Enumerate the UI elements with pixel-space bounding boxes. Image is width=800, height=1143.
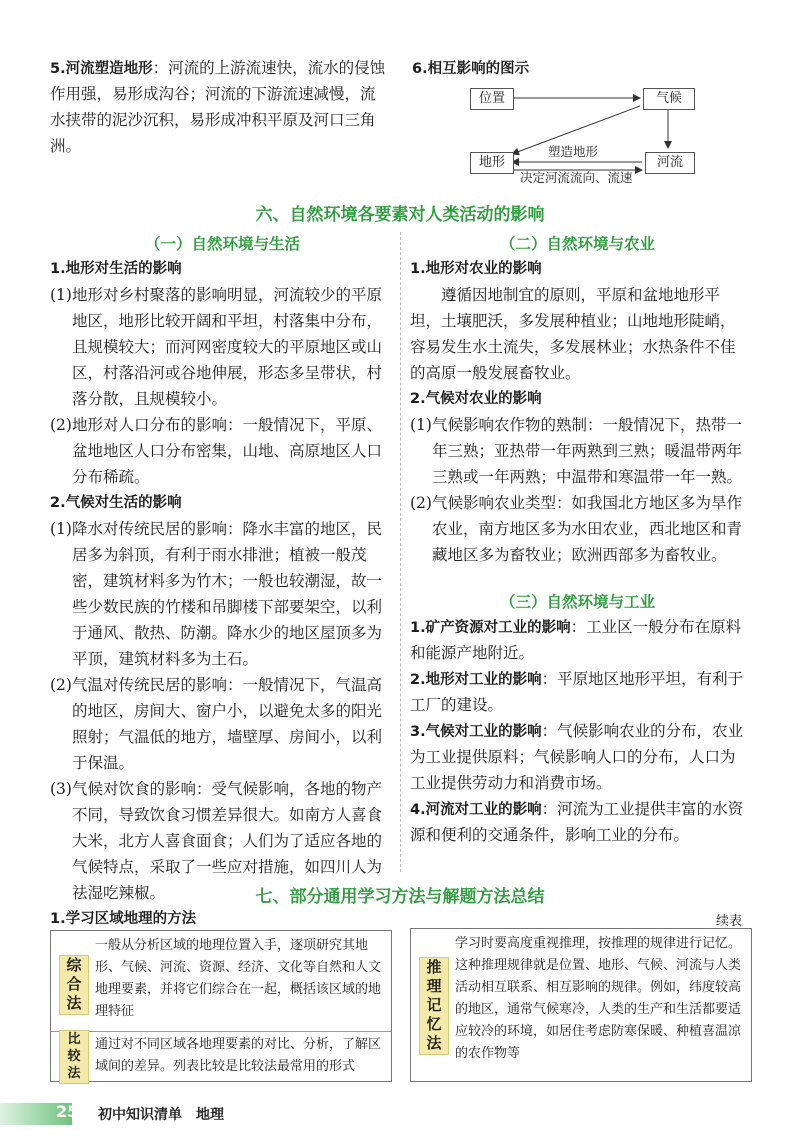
right-column-agri — [410, 258, 750, 568]
section6-title: 六、自然环境各要素对人类活动的影响 — [255, 205, 545, 225]
right-subtitle-agriculture: （二）自然环境与农业 — [499, 235, 655, 253]
industry-item-3: 3.气候对工业的影响：气候影响农业的分布，农业为工业提供原料；气候影响人口的分布，人口为工业提供劳动力和消费市场。 — [410, 722, 744, 792]
left-p3: (1) 降水对传统民居的影响：降水丰富的地区，民居多为斜顶，有利于雨水排泄；植被一般茂密，建筑材料多为竹木；一般也较潮湿，故一些少数民族的竹楼和吊脚楼下部要架空，以利于通风、散热、防潮。降水少的地区屋顶多为平顶，建筑材料多为土石。 — [50, 520, 383, 668]
continued-label: 续表 — [716, 914, 743, 929]
method-synthesis — [51, 931, 391, 1032]
industry-item-1: 1.矿产资源对工业的影响：工业区一般分布在原料和能源产地附近。 — [410, 618, 742, 662]
method-reasoning — [411, 929, 751, 1081]
left-p1: (1) 地形对乡村聚落的影响明显，河流较少的平原地区，地形比较开阔和平坦，村落集中分布，且规模较大；而河网密度较大的平原地区或山区，村落沿河或谷地伸展，形态多呈带状，村落分散，且规模较小。 — [50, 286, 383, 408]
industry-item-2: 2.地形对工业的影响：平原地区地形平坦，有利于工厂的建设。 — [410, 670, 744, 714]
left-p2: (2) 地形对人口分布的影响：一般情况下，平原、盆地地区人口分布密集，山地、高原地区人口分布稀疏。 — [50, 416, 383, 486]
book-title: 初中知识清单 地理 — [98, 1107, 224, 1123]
right-p2: (1) 气候影响农作物的熟制：一般情况下，热带一年三熟；亚热带一年两熟到三熟；暖温带两年三熟或一年两熟；中温带和寒温带一年一熟。 — [410, 416, 743, 486]
node-river: 河流 — [645, 152, 695, 174]
section7-h1: 1.学习区域地理的方法 — [50, 911, 197, 927]
method-comparison — [51, 1032, 391, 1081]
left-p5: (3) 气候对饮食的影响：受气候影响，各地的物产不同，导致饮食习惯差异很大。如南方人喜食大米，北方人喜食面食；人们为了适应各地的气候特点，采取了一些应对措施，如四川人为祛湿吃辣椒。 — [50, 780, 383, 902]
right-h1: 1.地形对农业的影响 — [410, 261, 542, 277]
node-terrain: 地形 — [470, 152, 514, 174]
left-subtitle-life: （一）自然环境与生活 — [144, 235, 300, 253]
method-reasoning-label: 推 理 记 忆 法 — [419, 957, 449, 1055]
method-synthesis-label: 综 合 法 — [59, 955, 89, 1015]
right-subtitle-industry: （三）自然环境与工业 — [499, 593, 655, 611]
method-reasoning-text: 学习时要高度重视推理，按推理的规律进行记忆。这种推理规律就是位置、地形、气候、河流与人类活动相互联系、相互影响的规律。例如，纬度较高的地区，通常气候寒冷，人类的生产和生活都要适应较冷的环境，如居住考虑防寒保暖、种植喜温凉的农作物等 — [455, 936, 742, 1061]
industry-item-4: 4.河流对工业的影响：河流为工业提供丰富的水资源和便利的交通条件，影响工业的分布。 — [410, 800, 744, 844]
right-column-industry — [410, 614, 750, 848]
left-h1: 1.地形对生活的影响 — [50, 261, 182, 277]
method-table-right — [410, 928, 752, 1082]
method-comparison-label: 比 较 法 — [59, 1030, 89, 1084]
left-h2: 2.气候对生活的影响 — [50, 495, 182, 511]
river-terrain-block — [50, 55, 390, 159]
left-p4: (2) 气温对传统民居的影响：一般情况下，气温高的地区，房间大、窗户小，以避免太多的阳光照射；气温低的地方，墙壁厚、房间小，以利于保温。 — [50, 676, 383, 772]
method-synthesis-text: 一般从分析区域的地理位置入手，逐项研究其地形、气候、河流、资源、经济、文化等自然和人文地理要素，并将它们综合在一起，概括该区域的地理特征 — [95, 938, 382, 1019]
method-comparison-text: 通过对不同区域各地理要素的对比、分析，了解区域间的差异。列表比较是比较法最常用的形式 — [95, 1037, 382, 1074]
right-p1: 遵循因地制宜的原则，平原和盆地地形平坦，土壤肥沃，多发展种植业；山地地形陡峭，容易发生水土流失，多发展林业；水热条件不佳的高原一般发展畜牧业。 — [410, 286, 736, 382]
column-divider — [400, 232, 401, 872]
river-terrain-text: ：河流的上游流速快，流水的侵蚀作用强，易形成沟谷；河流的下游流速减慢，流水挟带的泥沙沉积，易形成冲积平原及河口三角洲。 — [50, 59, 386, 155]
right-p3: (2) 气候影响农业类型：如我国北方地区多为旱作农业，南方地区多为水田农业，西北地区和青藏地区多为畜牧业；欧洲西部多为畜牧业。 — [410, 494, 743, 564]
section7-title: 七、部分通用学习方法与解题方法总结 — [255, 887, 545, 907]
method-table-left — [50, 930, 392, 1082]
node-climate: 气候 — [643, 88, 695, 110]
diagram-heading: 6.相互影响的图示 — [412, 61, 530, 77]
node-location: 位置 — [470, 88, 514, 110]
left-column — [50, 258, 390, 906]
page-number: 256 — [56, 1102, 90, 1121]
right-h2: 2.气候对农业的影响 — [410, 391, 542, 407]
river-terrain-heading: 5.河流塑造地形 — [50, 61, 153, 77]
label-decide-river: 决定河流流向、流速 — [520, 170, 633, 185]
label-shape-terrain: 塑造地形 — [548, 144, 599, 159]
